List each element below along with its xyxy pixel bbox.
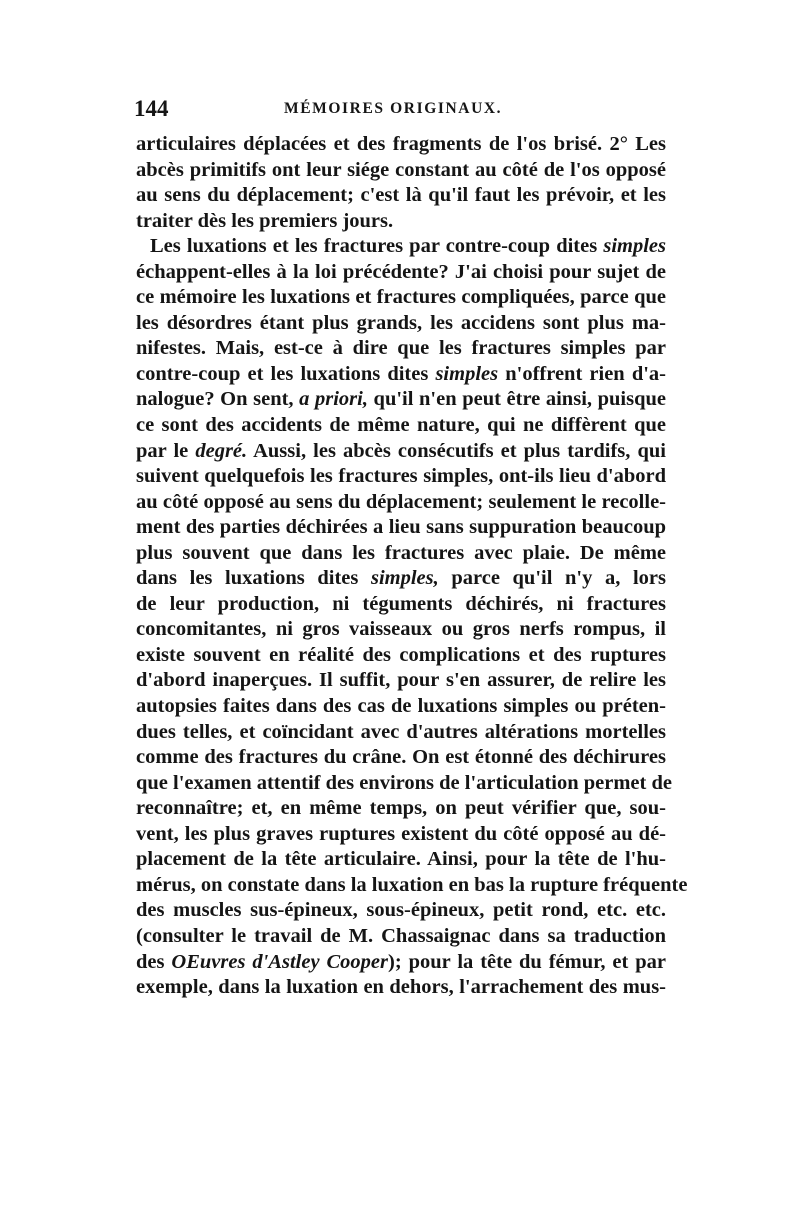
text-line (136, 387, 666, 413)
text-line (136, 464, 666, 490)
text-line (136, 362, 666, 388)
text-segment: concomitantes, ni gros vaisseaux ou gros nerfs rompus, il (136, 618, 666, 641)
text-line (136, 158, 666, 184)
text-line (136, 209, 666, 235)
text-segment: mérus, on constate dans la luxation en bas la rupture fréquente (136, 873, 688, 896)
text-segment: autopsies faites dans des cas de luxations simples ou préten- (136, 695, 666, 718)
text-segment: ); pour la tête du fémur, et par (388, 950, 666, 973)
text-segment: Les luxations et les fractures par contre-coup dites (150, 235, 604, 258)
text-segment: comme des fractures du crâne. On est étonné des déchirures (136, 746, 666, 769)
text-line (136, 975, 666, 1001)
text-line (136, 668, 666, 694)
text-segment: articulaires déplacées et des fragments de l'os brisé. 2° Les (136, 133, 666, 155)
text-segment: nifestes. Mais, est-ce à dire que les fractures simples par (136, 337, 666, 360)
text-segment: n'offrent rien d'a- (498, 362, 667, 385)
text-line (136, 847, 666, 873)
text-line (136, 694, 666, 720)
text-segment: nalogue? On sent, (136, 388, 300, 411)
text-line (136, 515, 666, 541)
text-segment: ce mémoire les luxations et fractures compliquées, parce que (136, 286, 666, 309)
text-segment: abcès primitifs ont leur siége constant au côté de l'os opposé (136, 158, 666, 181)
text-segment: existe souvent en réalité des complications et des ruptures (136, 643, 666, 666)
text-line (136, 873, 688, 899)
text-segment: ment des parties déchirées a lieu sans suppuration beaucoup (136, 516, 666, 539)
text-segment: des muscles sus-épineux, sous-épineux, petit rond, etc. etc. (136, 899, 666, 922)
text-line (136, 950, 666, 976)
running-title: MÉMOIRES ORIGINAUX. (284, 100, 503, 117)
text-segment: de leur production, ni téguments déchirés, ni fractures (136, 592, 666, 615)
text-line (136, 311, 666, 337)
text-line (136, 132, 666, 158)
text-segment: reconnaître; et, en même temps, on peut vérifier que, sou- (136, 797, 666, 820)
text-segment: vent, les plus graves ruptures existent du côté opposé au dé- (136, 822, 666, 845)
text-segment: des (136, 950, 172, 973)
text-line (136, 898, 666, 924)
page-number: 144 (134, 96, 169, 121)
text-line (136, 771, 672, 797)
italic-text: simples (603, 235, 666, 258)
text-segment: au sens du déplacement; c'est là qu'il faut les prévoir, et les (136, 184, 666, 207)
text-line (136, 234, 666, 260)
text-line (136, 336, 666, 362)
text-segment: contre-coup et les luxations dites (136, 362, 436, 385)
text-segment: dans les luxations dites (136, 567, 371, 590)
text-line (136, 413, 666, 439)
text-line (136, 745, 666, 771)
text-segment: Aussi, les abcès consécutifs et plus tardifs, qui (247, 439, 666, 462)
text-segment: que l'examen attentif des environs de l'articulation permet de (136, 771, 672, 794)
text-line (136, 924, 666, 950)
text-line (136, 566, 666, 592)
italic-text: degré. (195, 439, 248, 462)
text-segment: suivent quelquefois les fractures simples, ont-ils lieu d'abord (136, 465, 666, 488)
text-line (136, 439, 666, 465)
text-line (136, 260, 666, 286)
italic-text: a priori, (299, 388, 368, 411)
text-segment: qu'il n'en peut être ainsi, puisque (367, 388, 666, 411)
text-segment: par le (136, 439, 196, 462)
text-line (136, 617, 666, 643)
text-segment: ce sont des accidents de même nature, qui ne diffèrent que (136, 414, 666, 437)
text-segment: dues telles, et coïncidant avec d'autres altérations mortelles (136, 720, 666, 743)
text-segment: placement de la tête articulaire. Ainsi, pour la tête de l'hu- (136, 848, 666, 871)
text-line (136, 541, 666, 567)
text-segment: au côté opposé au sens du déplacement; seulement le recolle- (136, 490, 666, 513)
text-segment: échappent-elles à la loi précédente? J'ai choisi pour sujet de (136, 260, 666, 283)
italic-text: simples, (370, 567, 439, 590)
text-segment: plus souvent que dans les fractures avec plaie. De même (136, 541, 666, 564)
italic-text: simples (435, 362, 499, 385)
text-line (136, 720, 666, 746)
text-segment: parce qu'il n'y a, lors (438, 567, 666, 590)
text-segment: (consulter le travail de M. Chassaignac dans sa traduction (136, 924, 666, 947)
text-line (136, 285, 666, 311)
text-segment: traiter dès les premiers jours. (136, 209, 394, 232)
text-line (136, 643, 666, 669)
text-line (136, 592, 666, 618)
running-head (134, 96, 664, 126)
italic-text: OEuvres d'Astley Cooper (171, 950, 389, 973)
text-segment: d'abord inaperçues. Il suffit, pour s'en assurer, de relire les (136, 669, 666, 692)
body-text (136, 132, 688, 1001)
text-line (136, 796, 666, 822)
text-segment: exemple, dans la luxation en dehors, l'arrachement des mus- (136, 976, 666, 999)
text-line (136, 490, 666, 516)
text-line (136, 183, 666, 209)
text-line (136, 822, 666, 848)
text-segment: les désordres étant plus grands, les accidens sont plus ma- (136, 311, 666, 334)
